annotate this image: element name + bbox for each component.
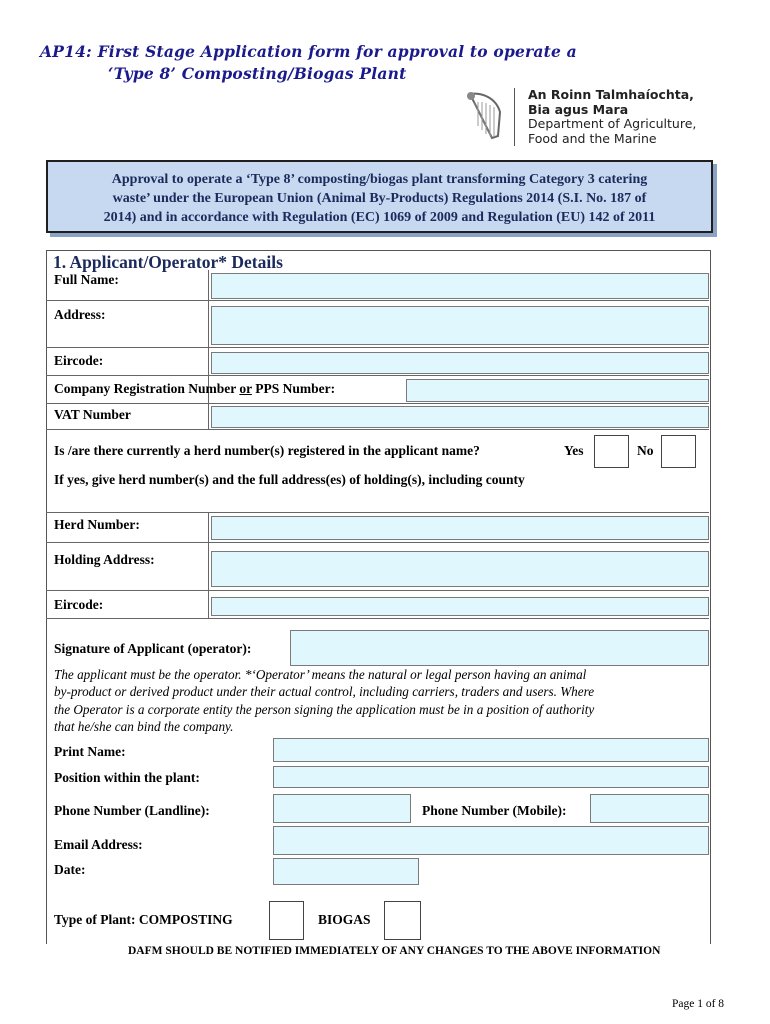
logo-text <box>528 88 696 146</box>
herd-number-input[interactable] <box>211 516 709 540</box>
eircode-input[interactable] <box>211 352 709 374</box>
holding-address-label: Holding Address: <box>54 552 155 567</box>
composting-checkbox[interactable] <box>269 901 304 940</box>
logo-line-english-1: Department of Agriculture, <box>528 116 697 131</box>
biogas-label: BIOGAS <box>318 912 371 927</box>
change-notice: DAFM SHOULD BE NOTIFIED IMMEDIATELY OF ANY CHANGES TO THE ABOVE INFORMATION <box>128 945 661 957</box>
note-line: that he/she can bind the company. <box>54 719 234 735</box>
row-divider <box>46 590 709 591</box>
holding-eircode-label: Eircode: <box>54 597 104 612</box>
holding-address-input[interactable] <box>211 551 709 587</box>
row-divider <box>46 347 709 348</box>
banner-line-1: Approval to operate a ‘Type 8’ composting/biogas plant transforming Category 3 catering <box>111 172 648 187</box>
full-name-label: Full Name: <box>54 272 119 287</box>
vat-number-input[interactable] <box>211 406 709 428</box>
phone-landline-input[interactable] <box>273 794 411 823</box>
row-divider <box>46 375 709 376</box>
row-divider <box>46 403 709 404</box>
no-label: No <box>637 443 654 458</box>
vat-number-label: VAT Number <box>54 407 131 422</box>
operator-note <box>54 666 704 736</box>
date-input[interactable] <box>273 858 419 885</box>
email-label: Email Address: <box>54 837 143 852</box>
phone-landline-label: Phone Number (Landline): <box>54 803 210 818</box>
phone-mobile-label: Phone Number (Mobile): <box>422 803 567 818</box>
logo-line-irish-2: Bia agus Mara <box>528 101 629 117</box>
print-name-input[interactable] <box>273 738 709 762</box>
row-divider <box>46 542 709 543</box>
form-title-line2: ‘Type 8’ Composting/Biogas Plant <box>108 64 407 83</box>
print-name-label: Print Name: <box>54 744 126 759</box>
row-divider <box>46 512 709 513</box>
row-divider <box>46 618 709 619</box>
banner-line-3: 2014) and in accordance with Regulation (EC) 1069 of 2009 and Regulation (EU) 142 of 2011 <box>103 210 656 225</box>
note-line: The applicant must be the operator. *‘Operator’ means the natural or legal person having an animal <box>54 667 587 682</box>
herd-number-label: Herd Number: <box>54 517 140 532</box>
herd-instruction: If yes, give herd number(s) and the full address(es) of holding(s), including county <box>54 472 525 487</box>
company-reg-suffix: PPS Number: <box>251 381 336 396</box>
plant-type-label: Type of Plant: COMPOSTING <box>54 912 233 927</box>
signature-label: Signature of Applicant (operator): <box>54 641 252 656</box>
phone-mobile-input[interactable] <box>590 794 709 823</box>
form-title-line1: AP14: First Stage Application form for approval to operate a <box>40 42 577 61</box>
email-input[interactable] <box>273 826 709 855</box>
yes-label: Yes <box>564 443 584 458</box>
section-heading: 1. Applicant/Operator* Details <box>53 252 283 272</box>
herd-yes-checkbox[interactable] <box>594 435 629 468</box>
row-divider <box>46 429 709 430</box>
column-divider <box>208 512 209 618</box>
address-input[interactable] <box>211 306 709 345</box>
note-line: by-product or derived product under their actual control, including carriers, traders and users. Where <box>54 684 595 700</box>
biogas-checkbox[interactable] <box>384 901 421 940</box>
logo-divider <box>514 88 515 146</box>
row-divider <box>46 300 709 301</box>
herd-no-checkbox[interactable] <box>661 435 696 468</box>
full-name-input[interactable] <box>211 273 709 299</box>
banner-line-2: waste’ under the European Union (Animal By-Products) Regulations 2014 (S.I. No. 187 of <box>112 191 647 206</box>
page-number: Page 1 of 8 <box>672 998 725 1010</box>
logo-line-english-2: Food and the Marine <box>528 130 657 146</box>
holding-eircode-input[interactable] <box>211 597 709 616</box>
column-divider <box>208 270 209 430</box>
company-reg-label <box>54 381 335 397</box>
herd-question: Is /are there currently a herd number(s) registered in the applicant name? <box>54 443 480 458</box>
logo-line-irish-1: An Roinn Talmhaíochta, <box>528 87 694 102</box>
note-line: the Operator is a corporate entity the person signing the application must be in a position of authority <box>54 701 595 717</box>
signature-input[interactable] <box>290 630 709 666</box>
company-reg-input[interactable] <box>406 379 709 402</box>
approval-banner <box>46 160 713 233</box>
company-reg-or: or <box>239 381 252 396</box>
position-input[interactable] <box>273 766 709 788</box>
position-label: Position within the plant: <box>54 770 200 785</box>
harp-logo-icon <box>462 90 508 142</box>
eircode-label: Eircode: <box>54 353 104 368</box>
company-reg-prefix: Company Registration Number <box>54 381 240 396</box>
address-label: Address: <box>54 307 106 322</box>
date-label: Date: <box>54 862 86 877</box>
